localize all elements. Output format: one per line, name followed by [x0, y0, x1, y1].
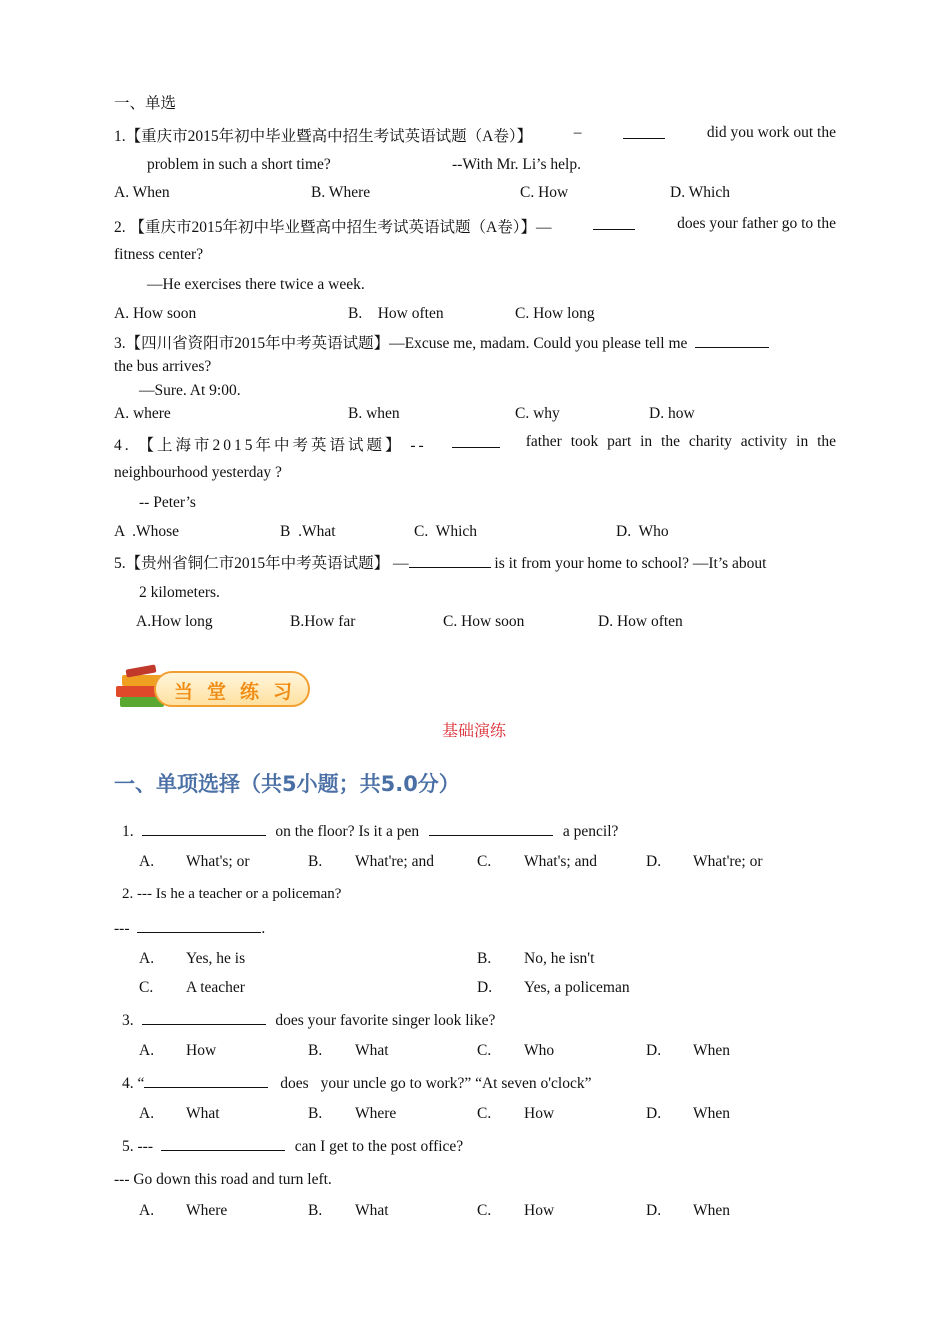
- exercise-4-text-a: does: [280, 1075, 309, 1092]
- section-title: 一、单选: [114, 95, 177, 112]
- option-b[interactable]: B .What: [280, 523, 336, 540]
- question-2-source: 2. 【重庆市2015年初中毕业暨高中招生考试英语试题（A卷）】—: [114, 219, 552, 236]
- option-letter-d: D.: [646, 1202, 662, 1219]
- exercise-4: [122, 1073, 592, 1094]
- option-letter-c: C.: [477, 1042, 492, 1059]
- option-c[interactable]: Who: [524, 1042, 555, 1059]
- exercise-2-line2: --- .: [114, 920, 266, 937]
- option-letter-b: B.: [308, 1105, 323, 1122]
- question-4-line2: neighbourhood yesterday ?: [114, 464, 282, 481]
- question-3-reply: —Sure. At 9:00.: [139, 382, 241, 399]
- answer-blank[interactable]: [593, 215, 635, 230]
- option-a[interactable]: A.How long: [136, 613, 213, 630]
- option-a[interactable]: What: [186, 1105, 220, 1122]
- option-letter-d: D.: [646, 1042, 662, 1059]
- exercise-1-text-b: a pencil?: [562, 823, 619, 840]
- answer-blank[interactable]: [137, 918, 261, 933]
- option-b[interactable]: What: [355, 1042, 389, 1059]
- option-b[interactable]: B. when: [348, 405, 400, 422]
- option-d[interactable]: What're; or: [693, 853, 763, 870]
- option-letter-a: A.: [139, 1105, 155, 1122]
- question-1-dash: –: [573, 124, 582, 141]
- option-letter-d: D.: [646, 1105, 662, 1122]
- question-1-reply: --With Mr. Li’s help.: [452, 156, 581, 173]
- option-letter-d: D.: [646, 853, 662, 870]
- question-2-text: does your father go to the: [677, 215, 836, 232]
- question-4-reply: -- Peter’s: [139, 494, 196, 511]
- exercise-3-number: 3.: [122, 1012, 134, 1029]
- option-letter-a: A.: [139, 1202, 155, 1219]
- option-b[interactable]: No, he isn't: [524, 950, 595, 967]
- option-c[interactable]: C. why: [515, 405, 560, 422]
- option-a[interactable]: A. where: [114, 405, 171, 422]
- question-5-line1: [114, 553, 766, 574]
- option-d[interactable]: Yes, a policeman: [524, 979, 630, 996]
- option-letter-c: C.: [477, 853, 492, 870]
- option-d[interactable]: When: [693, 1202, 731, 1219]
- option-a[interactable]: How: [186, 1042, 217, 1059]
- question-2-line2: fitness center?: [114, 246, 204, 263]
- option-letter-c: C.: [139, 979, 154, 996]
- option-a[interactable]: Where: [186, 1202, 228, 1219]
- question-5-text: is it from your home to school? —It’s about: [494, 555, 767, 572]
- option-b[interactable]: What: [355, 1202, 389, 1219]
- option-d[interactable]: D. Which: [670, 184, 730, 201]
- option-b[interactable]: Where: [355, 1105, 397, 1122]
- answer-blank[interactable]: [695, 333, 769, 348]
- question-1-line1: [114, 124, 836, 146]
- option-letter-a: A.: [139, 950, 155, 967]
- question-4-source: 4. 【上海市2015年中考英语试题】 --: [114, 437, 427, 454]
- question-1-source: 1.【重庆市2015年初中毕业暨高中招生考试英语试题（A卷）】: [114, 128, 533, 145]
- exercise-1-text-a: on the floor? Is it a pen: [275, 823, 420, 840]
- option-a[interactable]: A. When: [114, 184, 170, 201]
- exercise-5-line2: --- Go down this road and turn left.: [114, 1171, 332, 1188]
- option-letter-c: C.: [477, 1202, 492, 1219]
- question-5-line2: 2 kilometers.: [139, 584, 220, 601]
- option-a[interactable]: Yes, he is: [186, 950, 246, 967]
- option-d[interactable]: D. Who: [616, 523, 669, 540]
- question-1-line2: problem in such a short time?: [147, 156, 331, 173]
- option-a[interactable]: A .Whose: [114, 523, 180, 540]
- question-4-text: father took part in the charity activity in the: [525, 433, 836, 450]
- question-2-reply: —He exercises there twice a week.: [147, 276, 365, 293]
- option-c[interactable]: C. How soon: [443, 613, 525, 630]
- exercise-3: [122, 1010, 495, 1031]
- question-3-line1: [114, 333, 769, 354]
- answer-blank[interactable]: [409, 553, 491, 568]
- option-c[interactable]: What's; and: [524, 853, 597, 870]
- practice-banner: [114, 665, 310, 713]
- exercise-1-number: 1.: [122, 823, 134, 840]
- exercise-4-text-b: your uncle go to work?” “At seven o'clock”: [320, 1075, 592, 1092]
- answer-blank[interactable]: [144, 1073, 268, 1088]
- option-d[interactable]: When: [693, 1105, 731, 1122]
- option-letter-d: D.: [477, 979, 493, 996]
- option-a[interactable]: A. How soon: [114, 305, 197, 322]
- option-c[interactable]: How: [524, 1202, 555, 1219]
- sub-title: 基础演练: [442, 723, 507, 740]
- option-c[interactable]: C. How long: [515, 305, 595, 322]
- exercise-2-line1: 2. --- Is he a teacher or a policeman?: [122, 886, 342, 902]
- option-c[interactable]: A teacher: [186, 979, 245, 996]
- exercise-1: [122, 821, 618, 842]
- answer-blank[interactable]: [142, 821, 266, 836]
- option-b[interactable]: What're; and: [355, 853, 434, 870]
- option-letter-c: C.: [477, 1105, 492, 1122]
- option-letter-b: B.: [308, 853, 323, 870]
- option-d[interactable]: D. how: [649, 405, 695, 422]
- answer-blank[interactable]: [429, 821, 553, 836]
- option-letter-a: A.: [139, 853, 155, 870]
- banner-text: 当堂练习: [174, 681, 307, 703]
- question-3-line2: the bus arrives?: [114, 358, 212, 375]
- option-c[interactable]: C. Which: [414, 523, 477, 540]
- answer-blank[interactable]: [142, 1010, 266, 1025]
- answer-blank[interactable]: [161, 1136, 285, 1151]
- question-1-text: did you work out the: [706, 124, 836, 141]
- exercise-5-text: can I get to the post office?: [294, 1138, 464, 1155]
- option-c[interactable]: C. How: [520, 184, 569, 201]
- question-2-line1: [114, 215, 836, 237]
- question-5-source: 5.【贵州省铜仁市2015年中考英语试题】 —: [114, 555, 409, 572]
- option-letter-b: B.: [477, 950, 492, 967]
- exercise-3-text: does your favorite singer look like?: [275, 1012, 496, 1029]
- question-3-text: 3.【四川省资阳市2015年中考英语试题】—Excuse me, madam. Could you please tell me: [114, 335, 688, 352]
- question-4-line1: [114, 433, 836, 455]
- option-d[interactable]: When: [693, 1042, 731, 1059]
- option-b[interactable]: B. Where: [311, 184, 371, 201]
- exercise-5: [122, 1136, 463, 1157]
- exercise-2-prefix: ---: [114, 920, 130, 937]
- option-letter-a: A.: [139, 1042, 155, 1059]
- answer-blank[interactable]: [623, 124, 665, 139]
- option-letter-b: B.: [308, 1042, 323, 1059]
- option-c[interactable]: How: [524, 1105, 555, 1122]
- answer-blank[interactable]: [452, 433, 500, 448]
- section-heading: 一、单项选择（共5小题；共5.0分）: [114, 772, 460, 796]
- option-letter-b: B.: [308, 1202, 323, 1219]
- exercise-4-number: 4. “: [122, 1075, 145, 1092]
- option-b[interactable]: B. How often: [348, 305, 444, 322]
- option-b[interactable]: B.How far: [290, 613, 356, 630]
- option-d[interactable]: D. How often: [598, 613, 683, 630]
- exercise-5-number: 5. ---: [122, 1138, 153, 1155]
- option-a[interactable]: What's; or: [186, 853, 250, 870]
